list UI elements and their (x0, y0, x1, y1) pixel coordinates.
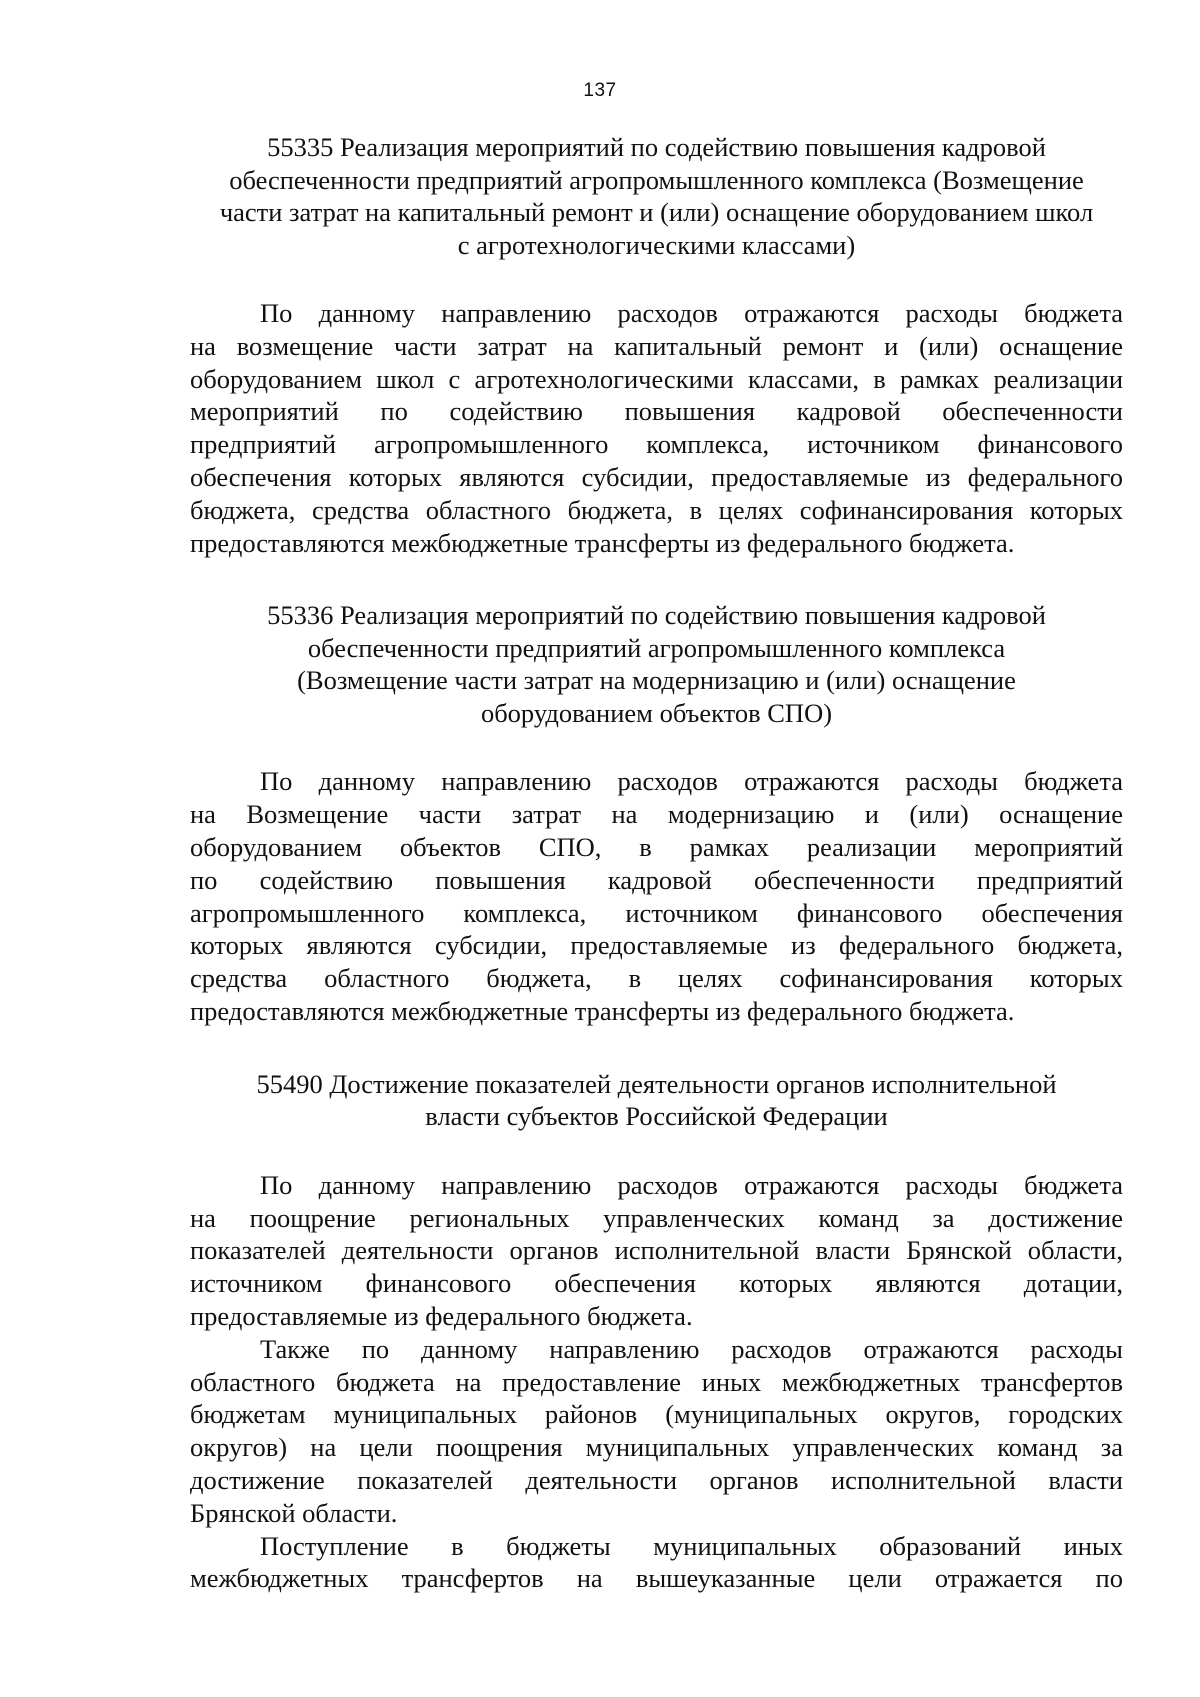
heading-line: обеспеченности предприятий агропромышленного комплекса (307, 632, 1006, 663)
paragraph-line: Брянской области. (190, 1497, 398, 1528)
heading-line: 55336 Реализация мероприятий по содействию повышения кадровой (267, 600, 1046, 631)
paragraph-line: оборудованием школ с агротехнологическими классами, в рамках реализации (190, 363, 1123, 394)
heading-line: обеспеченности предприятий агропромышленного комплекса (Возмещение (229, 164, 1084, 195)
heading-line: с агротехнологическими классами) (457, 229, 856, 260)
paragraph-line: оборудованием объектов СПО, в рамках реализации мероприятий (190, 831, 1123, 862)
paragraph-line: средства областного бюджета, в целях софинансирования которых (190, 963, 1123, 994)
paragraph-line: По данному направлению расходов отражаются расходы бюджета (260, 298, 1123, 328)
paragraph-line: источником финансового обеспечения которых являются дотации, (190, 1268, 1123, 1299)
heading-line: 55490 Достижение показателей деятельности органов исполнительной (256, 1068, 1057, 1099)
paragraph-line: показателей деятельности органов исполнительной власти Брянской области, (190, 1235, 1123, 1266)
paragraph-line: на Возмещение части затрат на модернизацию и (или) оснащение (190, 799, 1123, 830)
document-body (190, 131, 1123, 1595)
paragraph-line: агропромышленного комплекса, источником финансового обеспечения (190, 897, 1123, 928)
paragraph-line: на поощрение региональных управленческих команд за достижение (190, 1202, 1123, 1233)
paragraph-line: Поступление в бюджеты муниципальных образований иных (260, 1530, 1123, 1561)
paragraph-line: округов) на цели поощрения муниципальных управленческих команд за (190, 1432, 1123, 1463)
section-heading-55490 (190, 1068, 1123, 1133)
paragraph-55490-2 (190, 1333, 1123, 1530)
heading-line: части затрат на капитальный ремонт и (или) оснащение оборудованием школ (219, 197, 1094, 227)
heading-line: 55335 Реализация мероприятий по содействию повышения кадровой (267, 132, 1046, 162)
heading-line: (Возмещение части затрат на модернизацию и (или) оснащение (297, 665, 1016, 696)
paragraph-55490-3 (190, 1530, 1123, 1596)
paragraph-line: По данному направлению расходов отражаются расходы бюджета (260, 766, 1123, 797)
paragraph-line: По данному направлению расходов отражаются расходы бюджета (260, 1169, 1123, 1200)
paragraph-line: на возмещение части затрат на капитальный ремонт и (или) оснащение (190, 330, 1123, 361)
heading-line: власти субъектов Российской Федерации (425, 1101, 888, 1132)
paragraph-line: предоставляются межбюджетные трансферты из федерального бюджета. (190, 995, 1015, 1026)
section-heading-55336 (190, 599, 1123, 729)
paragraph-line: предоставляются межбюджетные трансферты из федерального бюджета. (190, 527, 1015, 558)
paragraph-line: Также по данному направлению расходов отражаются расходы (260, 1333, 1123, 1364)
paragraph-line: бюджетам муниципальных районов (муниципальных округов, городских (190, 1399, 1123, 1430)
paragraph-line: областного бюджета на предоставление иных межбюджетных трансфертов (190, 1366, 1123, 1397)
page-number: 137 (583, 80, 617, 101)
paragraph-line: обеспечения которых являются субсидии, предоставляемые из федерального (190, 461, 1123, 492)
paragraph-line: предоставляемые из федерального бюджета. (190, 1300, 693, 1331)
heading-line: оборудованием объектов СПО) (480, 697, 833, 728)
paragraph-line: по содействию повышения кадровой обеспеченности предприятий (190, 864, 1123, 895)
paragraph-line: мероприятий по содействию повышения кадровой обеспеченности (190, 396, 1123, 427)
paragraph-line: которых являются субсидии, предоставляемые из федерального бюджета, (190, 930, 1123, 961)
paragraph-55490-1 (190, 1169, 1123, 1333)
section-heading-55335 (190, 131, 1123, 261)
paragraph-line: бюджета, средства областного бюджета, в целях софинансирования которых (190, 494, 1123, 525)
paragraph-55335 (190, 297, 1123, 559)
paragraph-55336 (190, 765, 1123, 1027)
paragraph-line: предприятий агропромышленного комплекса, источником финансового (190, 429, 1123, 460)
paragraph-line: межбюджетных трансфертов на вышеуказанные цели отражается по (190, 1563, 1123, 1594)
paragraph-line: достижение показателей деятельности органов исполнительной власти (190, 1464, 1123, 1495)
